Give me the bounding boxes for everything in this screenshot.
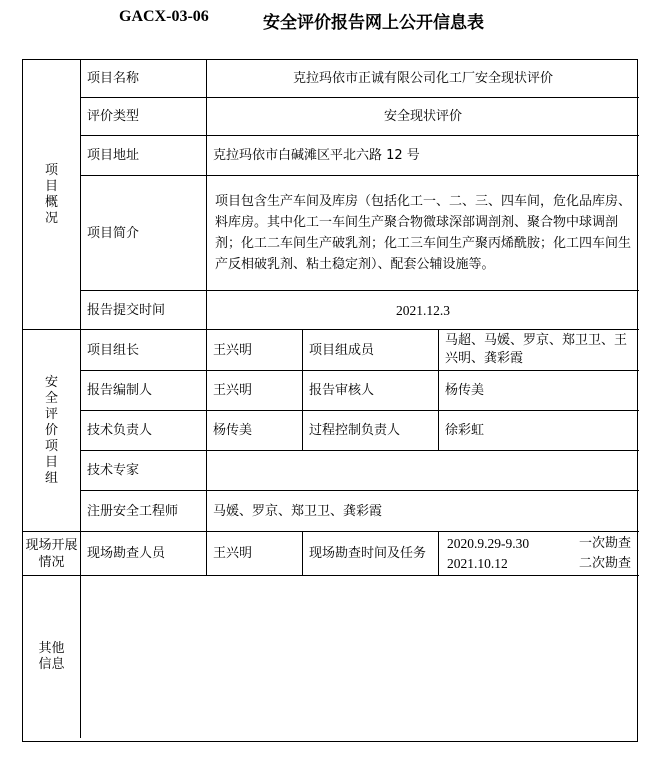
process-lead-label: 过程控制负责人 (303, 411, 439, 451)
members-value: 马超、马媛、罗京、郑卫卫、王兴明、龚彩霞 (439, 330, 639, 371)
submit-date-value: 2021.12.3 (207, 291, 639, 330)
project-name-value: 克拉玛依市正诚有限公司化工厂安全现状评价 (207, 60, 639, 98)
other-info-value (81, 576, 639, 738)
surveyor-label: 现场勘查人员 (81, 532, 207, 576)
survey-visits (439, 532, 639, 576)
members-label: 项目组成员 (303, 330, 439, 371)
section-other-label: 其他信息 (23, 576, 81, 738)
author-value: 王兴明 (207, 371, 303, 411)
section-overview-label: 项目概况 (23, 60, 81, 330)
visit-date: 2020.9.29-9.30 (447, 535, 530, 551)
project-name-label: 项目名称 (81, 60, 207, 98)
intro-value: 项目包含生产车间及库房（包括化工一、二、三、四车间，危化品库房、料库房。其中化工一车间生产聚合物微球深部调剖剂、聚合物中球调剖剂；化工二车间生产破乳剂；化工三车间生产聚丙烯酰胺；化工四车间生产反相破乳剂、粘土稳定剂）、配套公辅设施等。 (207, 176, 639, 291)
tech-lead-value: 杨传美 (207, 411, 303, 451)
visit-task: 一次勘查 (578, 535, 631, 551)
engineers-value: 马媛、罗京、郑卫卫、龚彩霞 (207, 491, 639, 532)
intro-label: 项目简介 (81, 176, 207, 291)
address-value: 克拉玛依市白碱滩区平北六路 12 号 (207, 136, 639, 176)
reviewer-value: 杨传美 (439, 371, 639, 411)
surveyor-value: 王兴明 (207, 532, 303, 576)
expert-label: 技术专家 (81, 451, 207, 491)
reviewer-label: 报告审核人 (303, 371, 439, 411)
form-code: GACX-03-06 (119, 8, 209, 25)
eval-type-label: 评价类型 (81, 98, 207, 136)
leader-label: 项目组长 (81, 330, 207, 371)
expert-value (207, 451, 639, 491)
visit-row (447, 534, 631, 554)
engineers-label: 注册安全工程师 (81, 491, 207, 532)
document-header (0, 8, 661, 34)
visit-row (447, 554, 631, 574)
leader-value: 王兴明 (207, 330, 303, 371)
section-team-label: 安全评价项目组 (23, 330, 81, 532)
info-table (22, 59, 638, 742)
author-label: 报告编制人 (81, 371, 207, 411)
submit-date-label: 报告提交时间 (81, 291, 207, 330)
visit-task: 二次勘查 (578, 555, 631, 571)
document-title: 安全评价报告网上公开信息表 (263, 13, 484, 33)
section-site-label: 现场开展情况 (23, 532, 81, 576)
process-lead-value: 徐彩虹 (439, 411, 639, 451)
survey-time-label: 现场勘查时间及任务 (303, 532, 439, 576)
eval-type-value: 安全现状评价 (207, 98, 639, 136)
visit-date: 2021.10.12 (447, 555, 508, 571)
address-label: 项目地址 (81, 136, 207, 176)
tech-lead-label: 技术负责人 (81, 411, 207, 451)
